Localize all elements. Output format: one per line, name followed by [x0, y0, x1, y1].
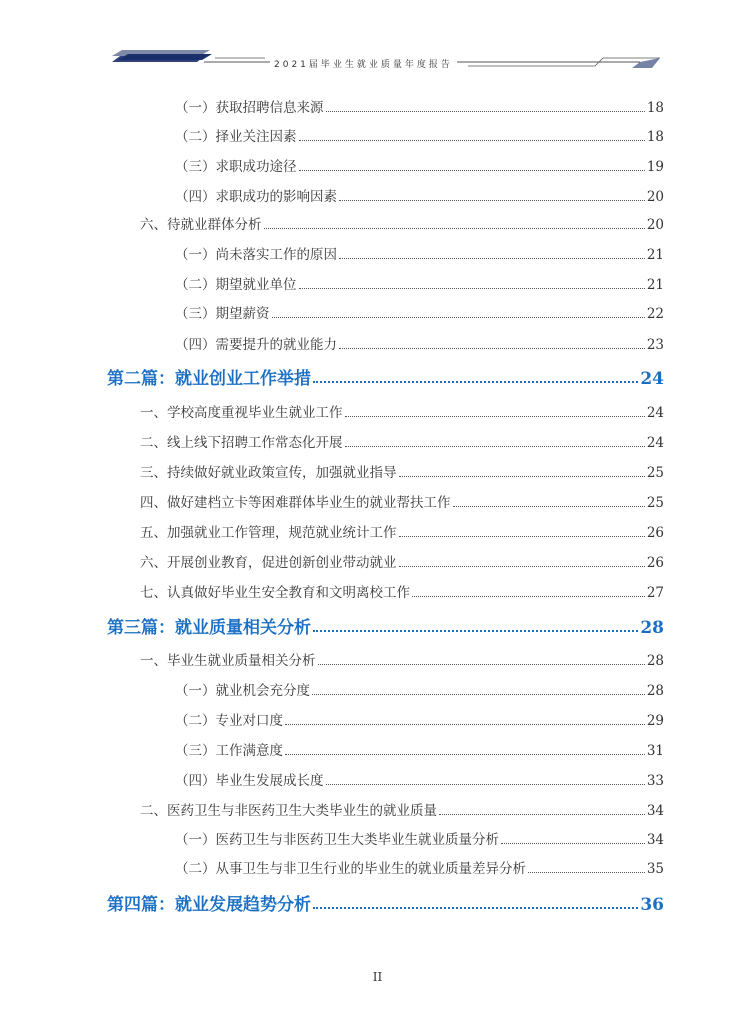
toc-entry-label: （一）尚未落实工作的原因 — [175, 247, 337, 263]
toc-leader-dots — [399, 535, 645, 537]
toc-part-heading[interactable] — [107, 364, 664, 388]
toc-entry-label: （二）从事卫生与非卫生行业的毕业生的就业质量差异分析 — [175, 861, 526, 877]
toc-leader-dots — [299, 169, 645, 171]
toc-entry[interactable] — [175, 828, 664, 848]
toc-entry[interactable] — [140, 461, 664, 481]
toc-leader-dots — [399, 565, 645, 567]
toc-entry[interactable] — [175, 185, 664, 205]
toc-entry-label: （一）医药卫生与非医药卫生大类毕业生就业质量分析 — [175, 832, 499, 848]
toc-page-number: 26 — [646, 525, 664, 541]
toc-entry[interactable] — [140, 649, 664, 669]
toc-entry[interactable] — [140, 491, 664, 511]
toc-page-number: 21 — [646, 247, 664, 263]
toc-leader-dots — [453, 505, 645, 507]
toc-entry-label: 第二篇：就业创业工作举措 — [107, 369, 311, 389]
toc-page-number: 19 — [646, 159, 664, 175]
toc-leader-dots — [313, 380, 638, 383]
toc-entry-label: 六、待就业群体分析 — [140, 217, 262, 233]
toc-entry-label: （四）需要提升的就业能力 — [175, 337, 337, 353]
toc-page-number: 18 — [646, 129, 664, 145]
toc-leader-dots — [313, 906, 638, 909]
toc-entry[interactable] — [140, 431, 664, 451]
page-header — [0, 0, 755, 80]
toc-entry-label: 一、毕业生就业质量相关分析 — [140, 653, 316, 669]
toc-entry-label: 五、加强就业工作管理，规范就业统计工作 — [140, 525, 397, 541]
toc-leader-dots — [272, 316, 645, 318]
toc-entry[interactable] — [175, 709, 664, 729]
toc-leader-dots — [345, 445, 645, 447]
toc-entry-label: 三、持续做好就业政策宣传，加强就业指导 — [140, 465, 397, 481]
toc-entry-label: 二、医药卫生与非医药卫生大类毕业生的就业质量 — [140, 803, 437, 819]
toc-leader-dots — [299, 139, 645, 141]
toc-page-number: 24 — [640, 369, 664, 389]
toc-page-number: 31 — [646, 743, 664, 759]
toc-entry[interactable] — [175, 739, 664, 759]
toc-page-number: 18 — [646, 100, 664, 116]
toc-leader-dots — [326, 783, 645, 785]
toc-entry-label: （四）毕业生发展成长度 — [175, 773, 324, 789]
toc-leader-dots — [285, 723, 645, 725]
toc-leader-dots — [312, 693, 645, 695]
toc-entry-label: （一）就业机会充分度 — [175, 683, 310, 699]
toc-page-number: 22 — [646, 306, 664, 322]
toc-entry[interactable] — [175, 679, 664, 699]
toc-leader-dots — [345, 415, 645, 417]
toc-entry-label: （二）期望就业单位 — [175, 277, 297, 293]
toc-page-number: 28 — [640, 618, 664, 638]
header-title: 2021届毕业生就业质量年度报告 — [270, 57, 457, 70]
toc-entry[interactable] — [140, 551, 664, 571]
toc-entry[interactable] — [175, 96, 664, 116]
toc-leader-dots — [412, 595, 645, 597]
toc-part-heading[interactable] — [107, 890, 664, 914]
toc-entry-label: （三）期望薪资 — [175, 306, 270, 322]
toc-entry[interactable] — [140, 581, 664, 601]
toc-part-heading[interactable] — [107, 613, 664, 637]
toc-page-number: 29 — [646, 713, 664, 729]
toc-entry[interactable] — [175, 155, 664, 175]
toc-page-number: 33 — [646, 773, 664, 789]
toc-entry-label: 第四篇：就业发展趋势分析 — [107, 895, 311, 915]
toc-entry[interactable] — [140, 401, 664, 421]
toc-entry-label: 第三篇：就业质量相关分析 — [107, 618, 311, 638]
toc-entry-label: （三）求职成功途径 — [175, 159, 297, 175]
toc-leader-dots — [313, 629, 638, 632]
toc-entry[interactable] — [175, 857, 664, 877]
toc-entry-label: （一）获取招聘信息来源 — [175, 100, 324, 116]
toc-entry-label: （四）求职成功的影响因素 — [175, 189, 337, 205]
toc-leader-dots — [318, 663, 645, 665]
toc-entry[interactable] — [175, 333, 664, 353]
toc-leader-dots — [326, 110, 645, 112]
page-number: II — [372, 970, 383, 984]
toc-leader-dots — [264, 227, 645, 229]
toc-entry-label: （二）择业关注因素 — [175, 129, 297, 145]
toc-page-number: 28 — [646, 683, 664, 699]
toc-page-number: 24 — [646, 405, 664, 421]
toc-page-number: 20 — [646, 217, 664, 233]
toc-entry-label: 二、线上线下招聘工作常态化开展 — [140, 435, 343, 451]
toc-page-number: 25 — [646, 495, 664, 511]
toc-entry-label: 六、开展创业教育，促进创新创业带动就业 — [140, 555, 397, 571]
toc-leader-dots — [299, 287, 645, 289]
toc-entry[interactable] — [140, 799, 664, 819]
toc-page-number: 34 — [646, 832, 664, 848]
toc-leader-dots — [339, 347, 645, 349]
toc-page-number: 26 — [646, 555, 664, 571]
toc-page-number: 27 — [646, 585, 664, 601]
toc-entry-label: （二）专业对口度 — [175, 713, 283, 729]
toc-page-number: 25 — [646, 465, 664, 481]
toc-leader-dots — [399, 475, 645, 477]
toc-entry[interactable] — [140, 521, 664, 541]
toc-page-number: 35 — [646, 861, 664, 877]
toc-page-number: 21 — [646, 277, 664, 293]
toc-entry-label: 四、做好建档立卡等困难群体毕业生的就业帮扶工作 — [140, 495, 451, 511]
toc-entry[interactable] — [175, 243, 664, 263]
toc-entry-label: 一、学校高度重视毕业生就业工作 — [140, 405, 343, 421]
toc-leader-dots — [285, 753, 645, 755]
toc-page-number: 36 — [640, 895, 664, 915]
toc-entry[interactable] — [140, 213, 664, 233]
toc-entry[interactable] — [175, 769, 664, 789]
toc-page-number: 24 — [646, 435, 664, 451]
toc-leader-dots — [528, 871, 645, 873]
toc-page-number: 34 — [646, 803, 664, 819]
toc-entry[interactable] — [175, 302, 664, 322]
toc-entry[interactable] — [175, 273, 664, 293]
toc-leader-dots — [339, 199, 645, 201]
toc-leader-dots — [439, 813, 645, 815]
toc-page-number: 23 — [646, 337, 664, 353]
toc-page-number: 20 — [646, 189, 664, 205]
toc-entry-label: 七、认真做好毕业生安全教育和文明离校工作 — [140, 585, 410, 601]
toc-page-number: 28 — [646, 653, 664, 669]
toc-entry[interactable] — [175, 125, 664, 145]
toc-leader-dots — [501, 842, 645, 844]
toc-entry-label: （三）工作满意度 — [175, 743, 283, 759]
toc-leader-dots — [339, 257, 645, 259]
